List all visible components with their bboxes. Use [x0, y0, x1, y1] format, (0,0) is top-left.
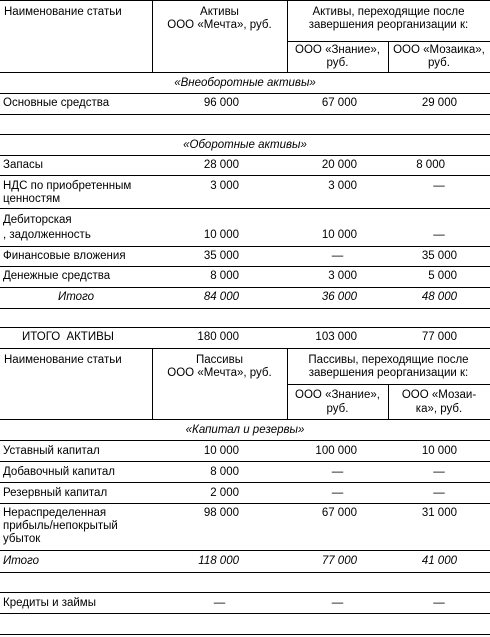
- rule: [0, 134, 490, 135]
- row-fin-v2: —: [331, 250, 344, 262]
- row-itogo2-v3: 41 000: [421, 555, 457, 567]
- row-deb-v2: 10 000: [321, 229, 357, 241]
- row-credits-name: Кредиты и займы: [3, 597, 96, 609]
- row-total-assets-name: ИТОГО АКТИВЫ: [22, 331, 114, 343]
- rule: [0, 155, 490, 156]
- row-fin-v3: 35 000: [421, 250, 457, 262]
- row-ust-v2: 100 000: [315, 445, 357, 457]
- row-total-assets-v1: 180 000: [197, 331, 239, 343]
- row-fin-v1: 35 000: [203, 250, 239, 262]
- row-total-assets-v3: 77 000: [421, 331, 457, 343]
- rule: [0, 550, 490, 551]
- row-ust-v1: 10 000: [203, 445, 239, 457]
- rule: [0, 308, 490, 309]
- liab-header-col-mozaika-line1: ООО «Мозаи-: [401, 389, 477, 401]
- liab-header-col-liab-line2: ООО «Мечта», руб.: [167, 367, 272, 379]
- row-dob-v1: 8 000: [210, 466, 239, 478]
- rule: [0, 114, 490, 115]
- row-rez-v2: —: [331, 487, 344, 499]
- row-nds-v1: 3 000: [210, 180, 239, 192]
- row-nerasp-v1: 98 000: [203, 507, 239, 519]
- header-col-znanie-line1: ООО «Знание»,: [295, 44, 380, 56]
- rule: [0, 266, 490, 267]
- rule: [0, 327, 490, 328]
- row-nerasp-name-line2: прибыль/непокрытый: [3, 520, 118, 532]
- rule: [0, 419, 490, 420]
- row-cash-v2: 3 000: [328, 270, 357, 282]
- liab-header-col-znanie-line1: ООО «Знание»,: [295, 389, 380, 401]
- row-os-v2: 67 000: [321, 97, 357, 109]
- row-cash-v1: 8 000: [210, 270, 239, 282]
- row-nerasp-name-line3: убыток: [3, 533, 41, 545]
- row-rez-name: Резервный капитал: [3, 487, 108, 499]
- rule: [0, 246, 490, 247]
- row-cash-v3: 5 000: [428, 270, 457, 282]
- liab-header-col-name: Наименование статьи: [4, 354, 122, 366]
- row-os-v1: 96 000: [203, 97, 239, 109]
- row-dob-name: Добавочный капитал: [3, 466, 115, 478]
- rule: [0, 440, 490, 441]
- rule: [0, 175, 490, 176]
- rule: [0, 208, 490, 209]
- header-col-assets-line2: ООО «Мечта», руб.: [167, 19, 272, 31]
- rule: [0, 93, 490, 94]
- row-total-assets-v2: 103 000: [315, 331, 357, 343]
- row-nds-v3: —: [433, 180, 445, 192]
- row-os-name: Основные средства: [3, 97, 110, 109]
- row-itogo1-v1: 84 000: [203, 291, 239, 303]
- row-zapasy-name: Запасы: [3, 159, 43, 171]
- row-ust-v3: 10 000: [421, 445, 457, 457]
- header-col-mozaika-line1: ООО «Мозаика»,: [393, 44, 485, 56]
- row-os-v3: 29 000: [421, 97, 457, 109]
- liab-header-col-after-line1: Пассивы, переходящие после: [308, 354, 469, 366]
- rule: [0, 613, 490, 614]
- row-cash-name: Денежные средства: [3, 270, 111, 282]
- row-dob-v2: —: [331, 466, 344, 478]
- header-col-after-line2: завершения реорганизации к:: [308, 19, 469, 31]
- rule: [0, 287, 490, 288]
- row-deb-name-line2: , задолженность: [3, 229, 91, 241]
- row-itogo1-v2: 36 000: [321, 291, 357, 303]
- row-itogo2-v1: 118 000: [198, 555, 239, 567]
- row-nerasp-v2: 67 000: [321, 507, 357, 519]
- section-capital-reserves: «Капитал и резервы»: [185, 424, 305, 436]
- row-fin-name: Финансовые вложения: [3, 250, 126, 262]
- row-nerasp-v3: 31 000: [421, 507, 457, 519]
- liab-header-col-znanie-line2: руб.: [326, 403, 349, 415]
- rule: [0, 0, 490, 1]
- header-col-mozaika-line2: руб.: [428, 57, 450, 69]
- row-deb-v1: 10 000: [203, 229, 239, 241]
- row-nds-name-line1: НДС по приобретенным: [3, 180, 132, 192]
- row-itogo2-name: Итого: [3, 555, 40, 567]
- row-rez-v3: —: [433, 487, 445, 499]
- row-credits-v1: —: [213, 597, 226, 609]
- row-deb-v3: —: [433, 229, 445, 241]
- header-col-assets-line1: Активы: [200, 6, 239, 18]
- liab-header-col-after-line2: завершения реорганизации к:: [308, 367, 469, 379]
- rule: [0, 503, 490, 504]
- rule: [0, 592, 490, 593]
- rule: [0, 572, 490, 573]
- section-current-assets: «Оборотные активы»: [183, 139, 307, 151]
- row-itogo2-v2: 77 000: [321, 555, 357, 567]
- rule: [0, 634, 490, 635]
- header-col-znanie-line2: руб.: [326, 57, 349, 69]
- row-itogo1-v3: 48 000: [421, 291, 457, 303]
- header-col-after-line1: Активы, переходящие после: [312, 6, 465, 18]
- row-ust-name: Уставный капитал: [3, 445, 100, 457]
- row-nerasp-name-line1: Нераспределенная: [3, 507, 107, 519]
- rule: [0, 72, 490, 73]
- header-col-name: Наименование статьи: [4, 6, 122, 18]
- liab-header-col-mozaika-line2: ка», руб.: [415, 403, 463, 415]
- row-rez-v1: 2 000: [210, 487, 239, 499]
- row-zapasy-v3: 8 000: [416, 159, 445, 171]
- rule: [0, 482, 490, 483]
- rule: [0, 461, 490, 462]
- rule: [0, 348, 490, 349]
- row-deb-name-line1: Дебиторская: [3, 214, 72, 226]
- row-zapasy-v1: 28 000: [203, 159, 239, 171]
- row-dob-v3: —: [433, 466, 445, 478]
- liab-header-col-liab-line1: Пассивы: [196, 354, 243, 366]
- row-nds-v2: 3 000: [328, 180, 357, 192]
- row-nds-name-line2: ценностям: [3, 193, 61, 205]
- section-noncurrent-assets: «Внеоборотные активы»: [174, 77, 316, 89]
- row-zapasy-v2: 20 000: [321, 159, 357, 171]
- row-itogo1-name: Итого: [58, 291, 95, 303]
- row-credits-v2: —: [331, 597, 344, 609]
- row-credits-v3: —: [433, 597, 445, 609]
